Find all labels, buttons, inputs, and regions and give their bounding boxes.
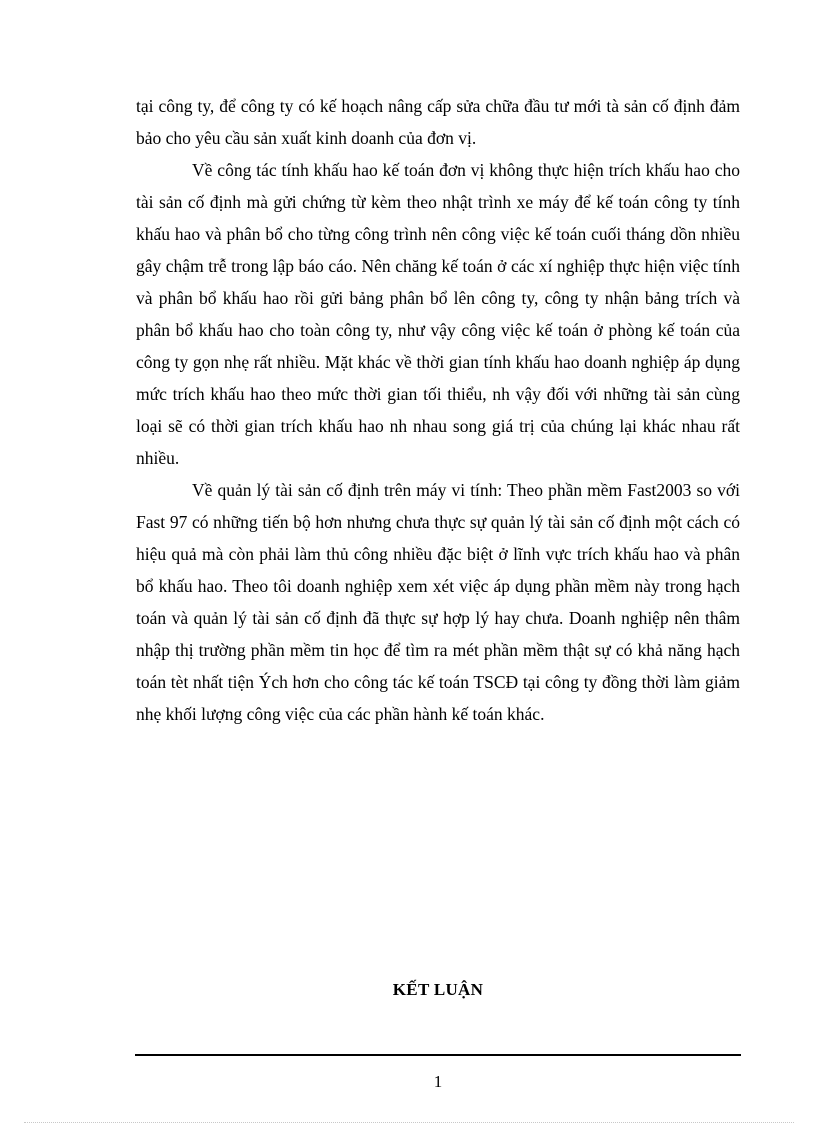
section-heading: KẾT LUẬN [392,980,484,999]
paragraph-continuation: tại công ty, để công ty có kế hoạch nâng cấp sửa chữa đầu tư mới tà sản cố định đảm bảo cho yêu cầu sản xuất kinh doanh của đơn vị. [136,96,740,148]
paragraph-depreciation: Về công tác tính khấu hao kế toán đơn vị không thực hiện trích khấu hao cho tài sản cố định mà gửi chứng từ kèm theo nhật trình xe máy để kế toán công ty tính khấu hao và phân bổ cho từng công trình nên công việc kế toán cuối tháng dồn nhiều gây chậm trễ trong lập báo cáo. Nên chăng kế toán ở các xí nghiệp thực hiện việc tính và phân bổ khấu hao rồi gửi bảng phân bổ lên công ty, công ty nhận bảng trích và phân bổ khấu hao cho toàn công ty, như vậy công việc kế toán ở phòng kế toán của công ty gọn nhẹ rất nhiều. Mặt khác về thời gian tính khấu hao doanh nghiệp áp dụng mức trích khấu hao theo mức thời gian tối thiểu, nh vậy đối với những tài sản cùng loại sẽ có thời gian trích khấu hao nh nhau song giá trị của chúng lại khác nhau rất nhiều. [136,160,740,468]
footer-divider [135,1054,741,1056]
paragraph-software: Về quản lý tài sản cố định trên máy vi tính: Theo phần mềm Fast2003 so với Fast 97 có những tiến bộ hơn nhưng chưa thực sự quản lý tài sản cố định một cách có hiệu quả mà còn phải làm thủ công nhiều đặc biệt ở lĩnh vực trích khấu hao và phân bổ khấu hao. Theo tôi doanh nghiệp xem xét việc áp dụng phần mềm này trong hạch toán và quản lý tài sản cố định đã thực sự hợp lý hay chưa. Doanh nghiệp nên thâm nhập thị trường phần mềm tin học để tìm ra mét phần mềm thật sự có khả năng hạch toán tèt nhất tiện Ých hơn cho công tác kế toán TSCĐ tại công ty đồng thời làm giảm nhẹ khối lượng công việc của các phần hành kế toán khác. [136,480,740,724]
body-text [136,90,740,730]
page-number: 1 [433,1072,443,1091]
